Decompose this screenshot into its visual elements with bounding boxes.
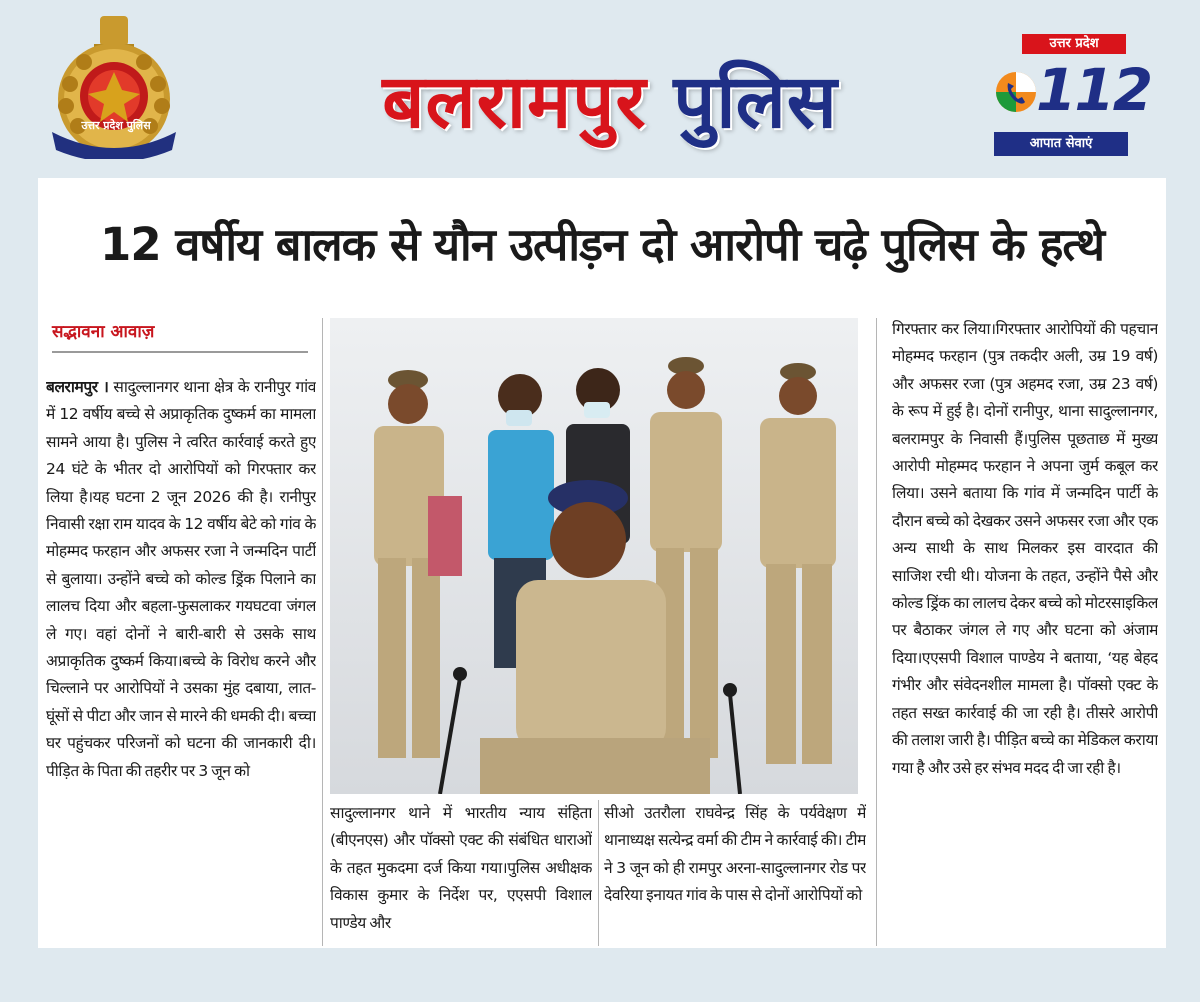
article-column-4: गिरफ्तार कर लिया।गिरफ्तार आरोपियों की पहचान मोहम्मद फरहान (पुत्र तकदीर अली, उम्र 19 वर्ष) और अफसर रजा (पुत्र अहमद रजा, उम्र 23 वर्ष) के रूप में हुई है। दोनों रानीपुर, थाना सादुल्लानगर, बलरामपुर के निवासी हैं।पुलिस पूछताछ में मुख्य आरोपी मोहम्मद फरहान ने अपना जुर्म कबूल कर लिया। उसने बताया कि गांव में जन्मदिन पार्टी के दौरान बच्चे को देखकर उसने अफसर रजा और एक अन्य साथी के साथ मिलकर इस वारदात की साजिश रची थी। योजना के तहत, उन्होंने पैसे और कोल्ड ड्रिंक का लालच देकर बच्चे को मोटरसाइकिल पर बैठाकर जंगल ले गए और घटना को अंजाम दिया।एएसपी विशाल पाण्डेय ने बताया, ‘यह बेहद गंभीर और संवेदनशील मामला है। पॉक्सो एक्ट के तहत सख्त कार्रवाई की जा रही है। तीसरे आरोपी की तलाश जारी है। पीड़ित बच्चे का मेडिकल कराया गया है और उसे हर संभव मदद दी जा रही है। <box>892 320 1158 777</box>
phone-icon <box>994 70 1038 114</box>
masthead-part-red: बलरामपुर <box>382 59 647 145</box>
article-column-1 <box>46 374 316 944</box>
newspaper-clipping <box>38 178 1166 948</box>
column-divider <box>322 318 323 946</box>
masthead-title <box>300 52 920 152</box>
byline-divider <box>52 351 308 353</box>
column-divider <box>876 318 877 946</box>
badge-service-label: आपात सेवाएं <box>994 132 1128 156</box>
masthead-part-blue: पुलिस <box>673 59 838 145</box>
badge-state-label: उत्तर प्रदेश <box>1022 34 1126 54</box>
press-photo-illustration <box>330 318 858 794</box>
press-photo-police-officers <box>330 318 858 794</box>
article-column-1-text: सादुल्लानगर थाना क्षेत्र के रानीपुर गांव में 12 वर्षीय बच्चे से अप्राकृतिक दुष्कर्म का मामला सामने आया है। पुलिस ने त्वरित कार्रवाई करते हुए 24 घंटे के भीतर दो आरोपियों को गिरफ्तार कर लिया है।यह घटना 2 जून 2026 की है। रानीपुर निवासी रक्षा राम यादव के 12 वर्षीय बेटे को गांव के मोहम्मद फरहान और अफसर रजा ने जन्मदिन पार्टी से बुलाया। उन्होंने बच्चे को कोल्ड ड्रिंक पिलाने का लालच दिया और बहला-फुसलाकर गयघटवा जंगल ले गए। वहां दोनों ने बारी-बारी से उसके साथ अप्राकृतिक दुष्कर्म किया।बच्चे के विरोध करने और चिल्लाने पर आरोपियों ने उसका मुंह दबाया, लात-घूंसों से पीटा और जान से मारने की धमकी दी। बच्चा घर पहुंचकर परिजनों को घटना की जानकारी दी।पीड़ित के पिता की तहरीर पर 3 जून को <box>46 378 316 780</box>
badge-number: 112 <box>1036 56 1152 124</box>
article-byline: सद्भावना आवाज़ <box>52 322 155 342</box>
article-dateline: बलरामपुर । <box>46 378 109 396</box>
article-headline: 12 वर्षीय बालक से यौन उत्पीड़न दो आरोपी चढ़े पुलिस के हत्थे <box>100 218 1104 271</box>
emblem-ribbon-text: उत्तर प्रदेश पुलिस <box>81 119 151 132</box>
article-column-3: सीओ उतरौला राघवेन्द्र सिंह के पर्यवेक्षण में थानाध्यक्ष सत्येन्द्र वर्मा की टीम ने कार्रवाई की। टीम ने 3 जून को ही रामपुर अरना-सादुल्लानगर रोड पर देवरिया इनायत गांव के पास से दोनों आरोपियों को <box>604 804 866 905</box>
column-divider <box>598 800 599 946</box>
up-police-emblem <box>44 14 184 159</box>
page-header <box>0 0 1200 178</box>
article-column-2: सादुल्लानगर थाने में भारतीय न्याय संहिता (बीएनएस) और पॉक्सो एक्ट की संबंधित धाराओं के तहत मुकदमा दर्ज किया गया।पुलिस अधीक्षक विकास कुमार के निर्देश पर, एएसपी विशाल पाण्डेय और <box>330 804 592 932</box>
emergency-112-badge <box>992 30 1152 158</box>
